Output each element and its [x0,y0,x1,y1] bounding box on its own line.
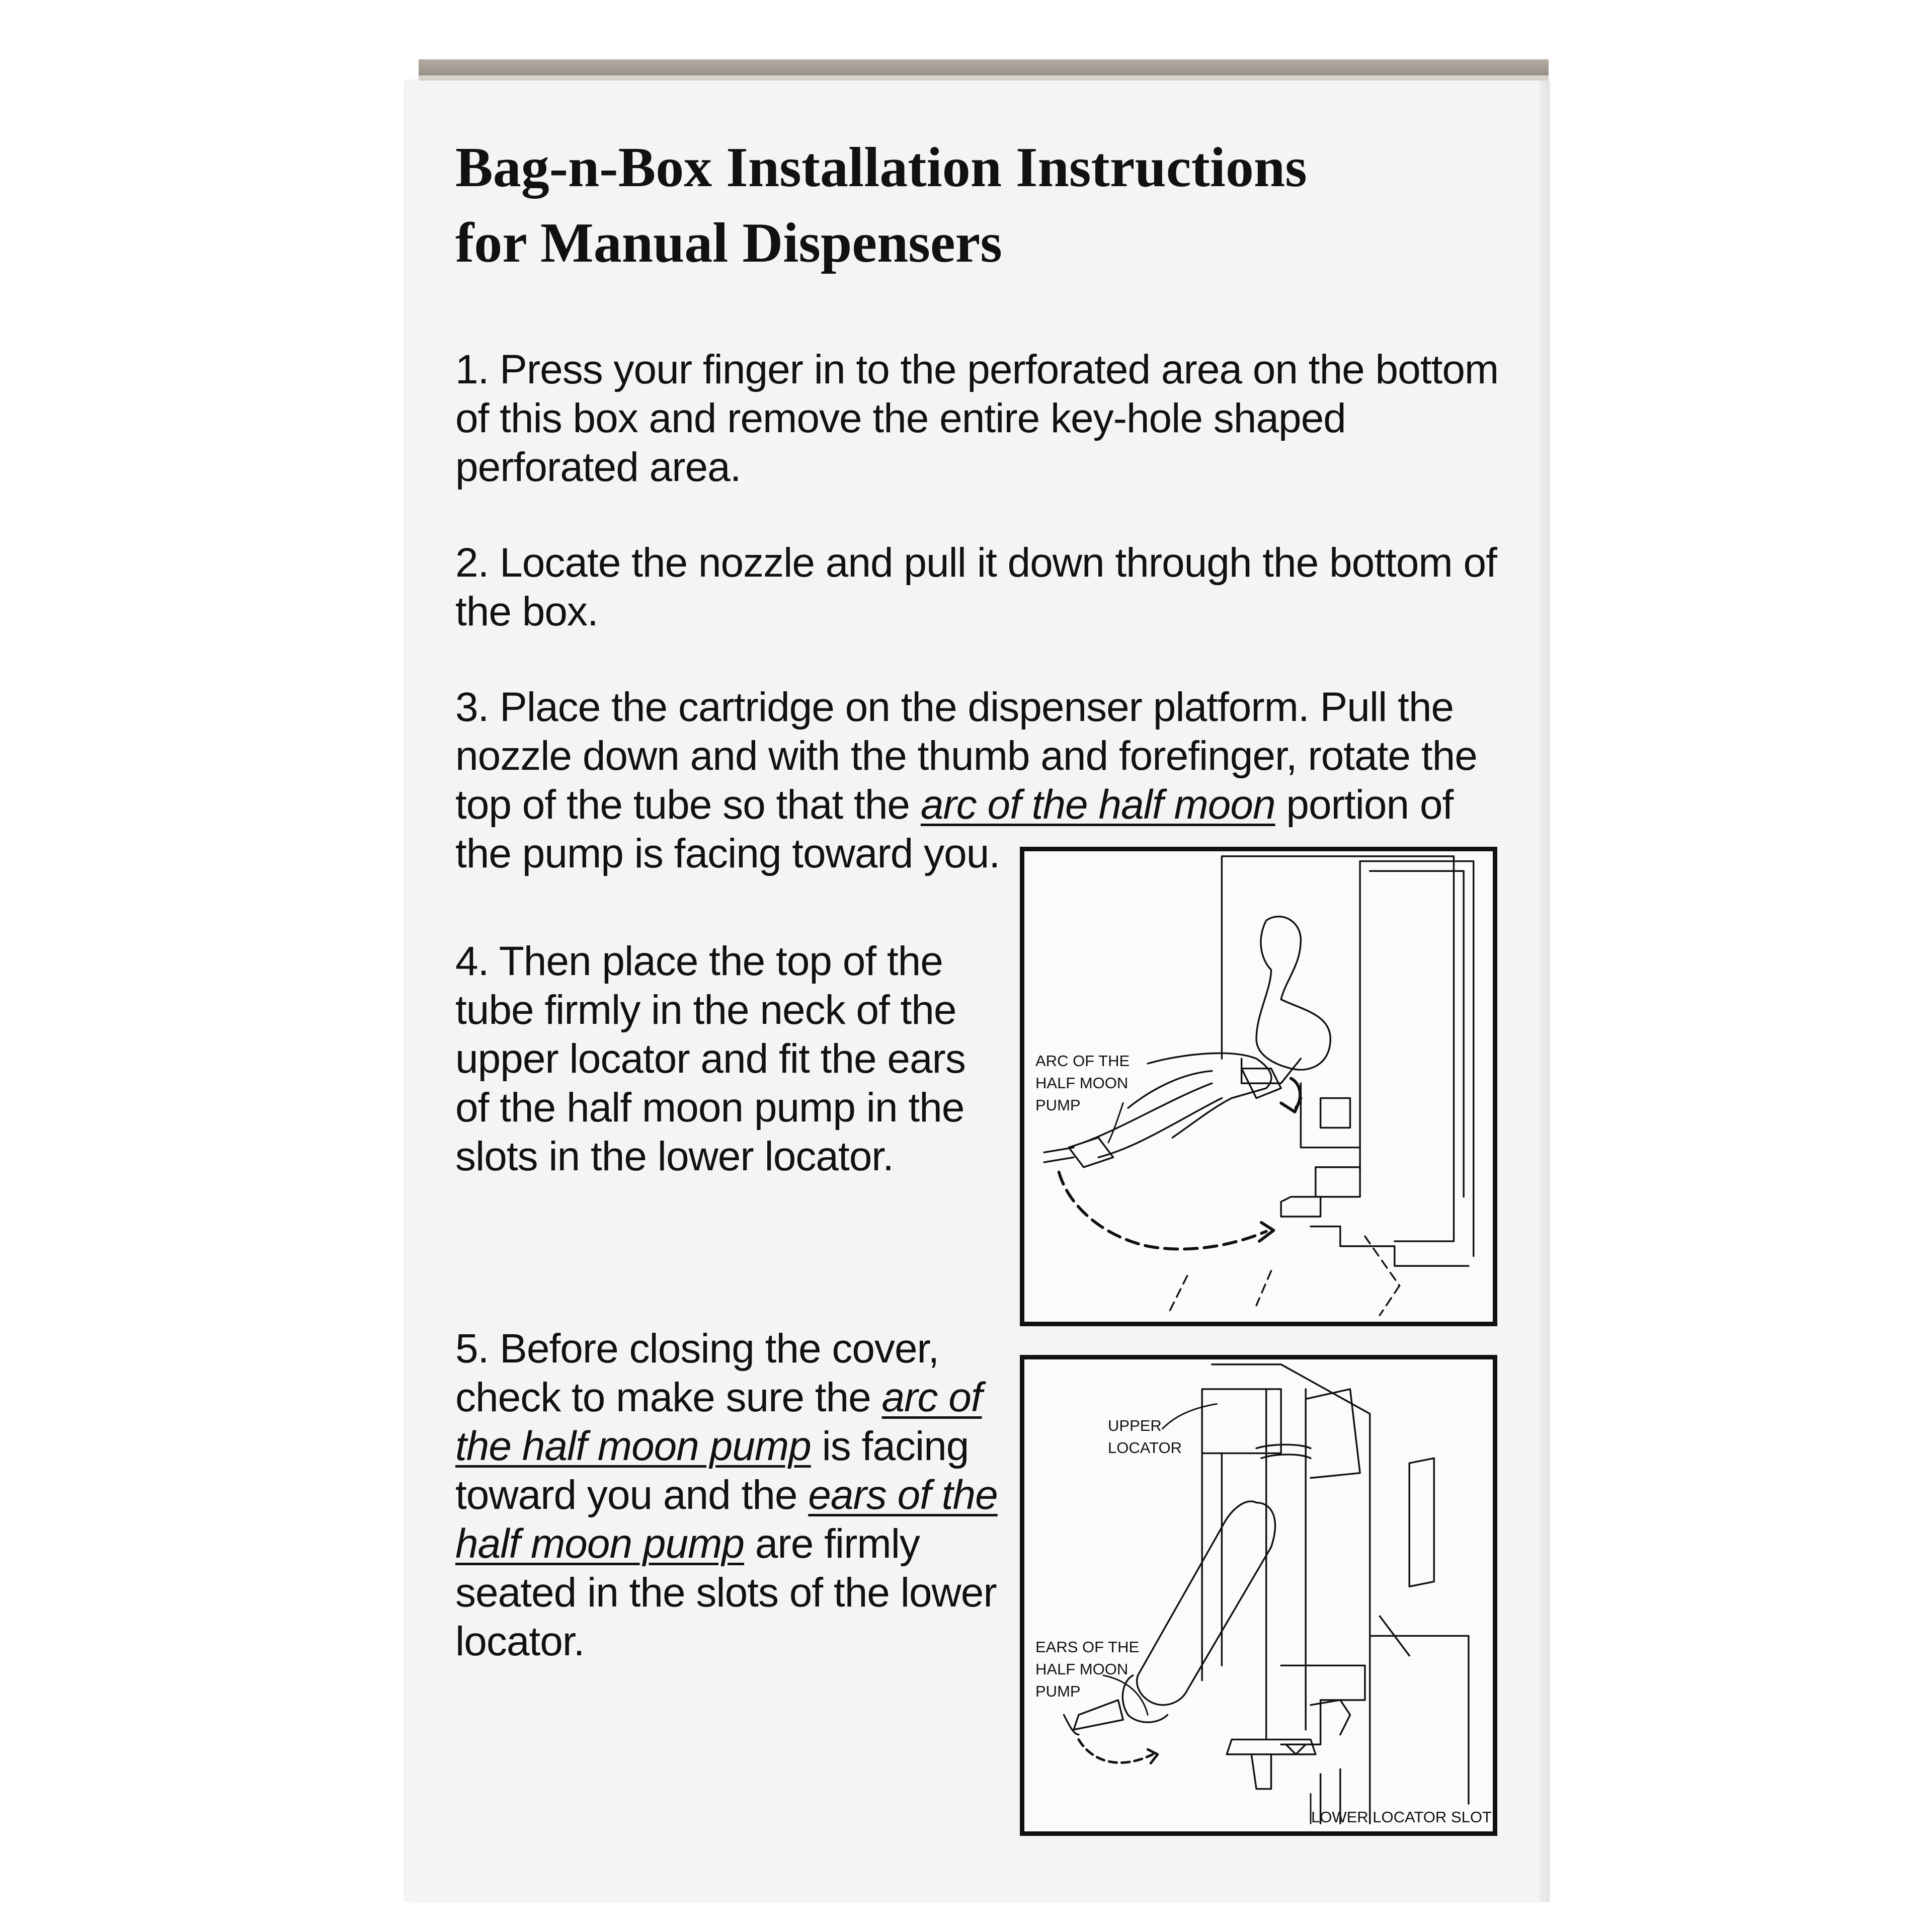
dispenser-drawing-2 [1024,1359,1493,1831]
step-5-emphasis-2: ears of the half moon pump [455,1472,998,1567]
step-3-text-after: portion of the pump is facing toward you. [455,782,1454,876]
title-line-1: Bag-n-Box Installation Instructions [455,136,1307,199]
label-arc-line-2: HALF MOON [1035,1074,1129,1092]
label-upper-line-2: LOCATOR [1108,1439,1182,1457]
title-line-2: for Manual Dispensers [455,212,1002,274]
label-arc-line-1: ARC OF THE [1035,1052,1130,1070]
label-ears-of-half-moon [1035,1636,1139,1703]
step-5-emphasis-1: arc of the half moon pump [455,1375,982,1469]
step-3-emphasis: arc of the half moon [920,782,1275,828]
label-upper-locator [1108,1415,1182,1459]
box-side-edge [1540,80,1550,1902]
label-arc-line-3: PUMP [1035,1096,1081,1114]
step-3-text-before: 3. Place the cartridge on the dispenser platform. Pull the nozzle down and with the thumb and forefinger, rotate the top of the tube so that the [455,684,1477,828]
label-ears-line-2: HALF MOON [1035,1660,1129,1678]
step-1: 1. Press your finger in to the perforated area on the bottom of this box and remove the entire key-hole shaped perforated area. [455,347,1499,490]
label-lower-locator-slot: LOWER LOCATOR SLOT [1311,1808,1492,1826]
step-5-part-1: 5. Before closing the cover, check to make sure the [455,1326,939,1420]
instructions-title [455,130,1562,281]
label-ears-line-3: PUMP [1035,1682,1081,1700]
label-ears-line-1: EARS OF THE [1035,1638,1140,1656]
step-5-part-3: are firmly seated in the slots of the lower locator. [455,1521,997,1664]
illustration-rotate-nozzle [1020,847,1497,1326]
illustration-pump-seated [1020,1355,1497,1836]
step-5 [455,1324,1004,1666]
step-2: 2. Locate the nozzle and pull it down through the bottom of the box. [455,540,1497,634]
step-5-part-2: is facing toward you and the [455,1423,969,1518]
label-upper-line-1: UPPER [1108,1417,1162,1434]
label-arc-of-half-moon [1035,1050,1130,1116]
step-4: 4. Then place the top of the tube firmly in the neck of the upper locator and fit the ears of the half moon pump in the slots in the lower locator. [455,938,965,1179]
